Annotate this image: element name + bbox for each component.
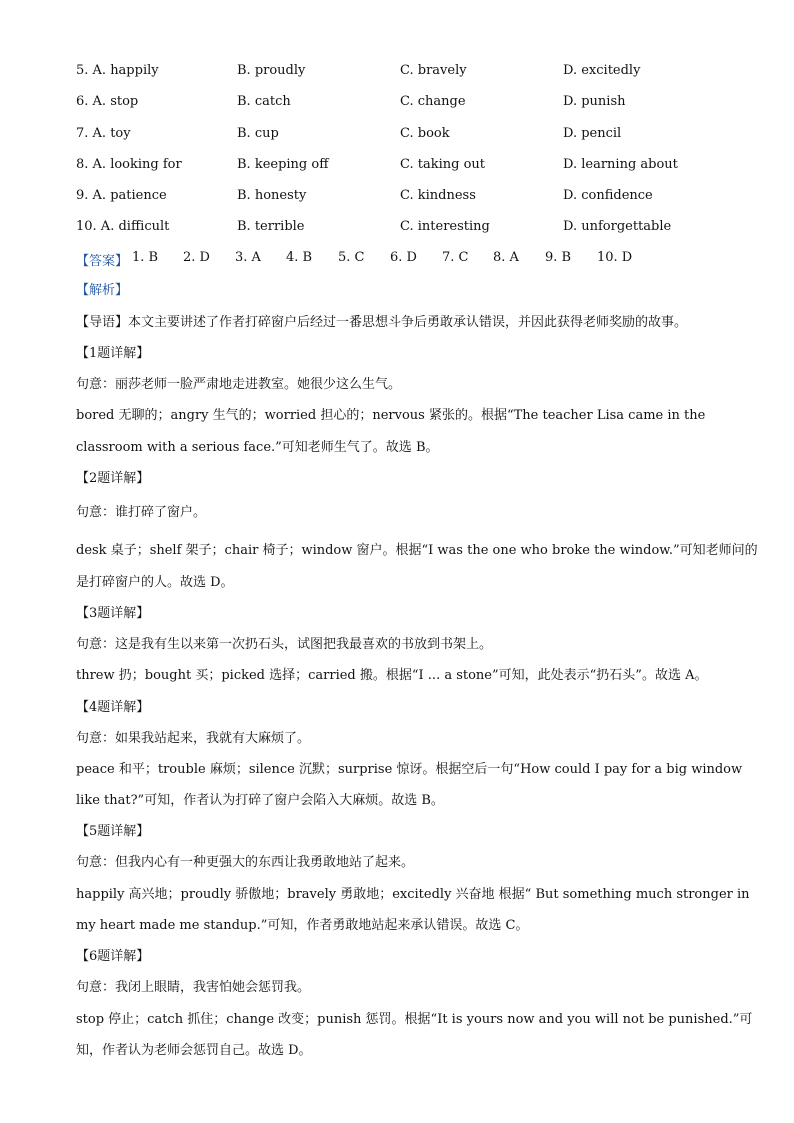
option-b: B. cup <box>237 126 279 141</box>
answer-item: 2. D <box>183 250 210 265</box>
option-c: C. book <box>400 126 450 141</box>
text-line: 句意：但我内心有一种更强大的东西让我勇敢地站了起来。 <box>76 855 415 870</box>
text-line: 句意：如果我站起来，我就有大麻烦了。 <box>76 731 311 746</box>
section-heading: 【3题详解】 <box>76 606 150 621</box>
option-row-7 <box>0 126 794 146</box>
text-line: happily 高兴地；proudly 骄傲地；bravely 勇敢地；excitedly 兴奋地 根据“ But something much stronger in <box>76 887 750 902</box>
option-a: 8. A. looking for <box>76 157 182 172</box>
option-row-6 <box>0 94 794 114</box>
option-c: C. change <box>400 94 466 109</box>
answer-key <box>76 250 776 270</box>
intro-line: 【导语】本文主要讲述了作者打碎窗户后经过一番思想斗争后勇敢承认错误，并因此获得老师奖励的故事。 <box>76 315 688 330</box>
text-line: 知，作者认为老师会惩罚自己。故选 D。 <box>76 1043 312 1058</box>
text-line: threw 扔；bought 买；picked 选择；carried 搬。根据“I ... a stone”可知，此处表示“扔石头”。故选 A。 <box>76 668 708 683</box>
answer-item: 10. D <box>597 250 633 265</box>
option-row-9 <box>0 188 794 208</box>
option-a: 6. A. stop <box>76 94 139 109</box>
text-line: stop 停止；catch 抓住；change 改变；punish 惩罚。根据“It is yours now and you will not be punished.”可 <box>76 1012 753 1027</box>
text-line: bored 无聊的；angry 生气的；worried 担心的；nervous 紧张的。根据“The teacher Lisa came in the <box>76 408 706 423</box>
option-b: B. honesty <box>237 188 307 203</box>
answer-item: 9. B <box>545 250 572 265</box>
answer-item: 5. C <box>338 250 365 265</box>
answer-item: 4. B <box>286 250 313 265</box>
text-line: 句意：我闭上眼睛，我害怕她会惩罚我。 <box>76 980 311 995</box>
option-d: D. confidence <box>563 188 653 203</box>
option-row-5 <box>0 63 794 83</box>
text-line: classroom with a serious face.”可知老师生气了。故选 B。 <box>76 440 439 455</box>
section-heading: 【1题详解】 <box>76 346 150 361</box>
option-a: 9. A. patience <box>76 188 167 203</box>
option-c: C. interesting <box>400 219 490 234</box>
option-d: D. pencil <box>563 126 622 141</box>
option-c: C. taking out <box>400 157 486 172</box>
option-a: 7. A. toy <box>76 126 131 141</box>
analysis-label: 【解析】 <box>76 283 129 298</box>
option-d: D. excitedly <box>563 63 641 78</box>
option-c: C. kindness <box>400 188 476 203</box>
section-heading: 【2题详解】 <box>76 471 150 486</box>
option-d: D. punish <box>563 94 626 109</box>
text-line: 句意：丽莎老师一脸严肃地走进教室。她很少这么生气。 <box>76 377 402 392</box>
section-heading: 【4题详解】 <box>76 700 150 715</box>
text-line: 句意：这是我有生以来第一次扔石头，试图把我最喜欢的书放到书架上。 <box>76 637 493 652</box>
answer-item: 7. C <box>442 250 469 265</box>
answer-item: 8. A <box>493 250 519 265</box>
option-b: B. proudly <box>237 63 306 78</box>
answer-item: 1. B <box>132 250 159 265</box>
option-d: D. learning about <box>563 157 678 172</box>
text-line: 是打碎窗户的人。故选 D。 <box>76 575 234 590</box>
option-a: 10. A. difficult <box>76 219 170 234</box>
option-d: D. unforgettable <box>563 219 672 234</box>
answer-label: 【答案】 <box>76 254 129 269</box>
section-heading: 【6题详解】 <box>76 949 150 964</box>
text-line: desk 桌子；shelf 架子；chair 椅子；window 窗户。根据“I was the one who broke the window.”可知老师问的 <box>76 543 758 558</box>
text-line: 句意：谁打碎了窗户。 <box>76 505 207 520</box>
answer-item: 3. A <box>235 250 261 265</box>
text-line: like that?”可知，作者认为打碎了窗户会陷入大麻烦。故选 B。 <box>76 793 444 808</box>
option-a: 5. A. happily <box>76 63 159 78</box>
option-c: C. bravely <box>400 63 467 78</box>
text-line: my heart made me standup.”可知，作者勇敢地站起来承认错误。故选 C。 <box>76 918 529 933</box>
section-heading: 【5题详解】 <box>76 824 150 839</box>
option-b: B. keeping off <box>237 157 329 172</box>
text-line: peace 和平；trouble 麻烦；silence 沉默；surprise 惊讶。根据空后一句“How could I pay for a big window <box>76 762 743 777</box>
option-b: B. catch <box>237 94 291 109</box>
option-row-8 <box>0 157 794 177</box>
option-b: B. terrible <box>237 219 305 234</box>
answer-item: 6. D <box>390 250 417 265</box>
option-row-10 <box>0 219 794 239</box>
